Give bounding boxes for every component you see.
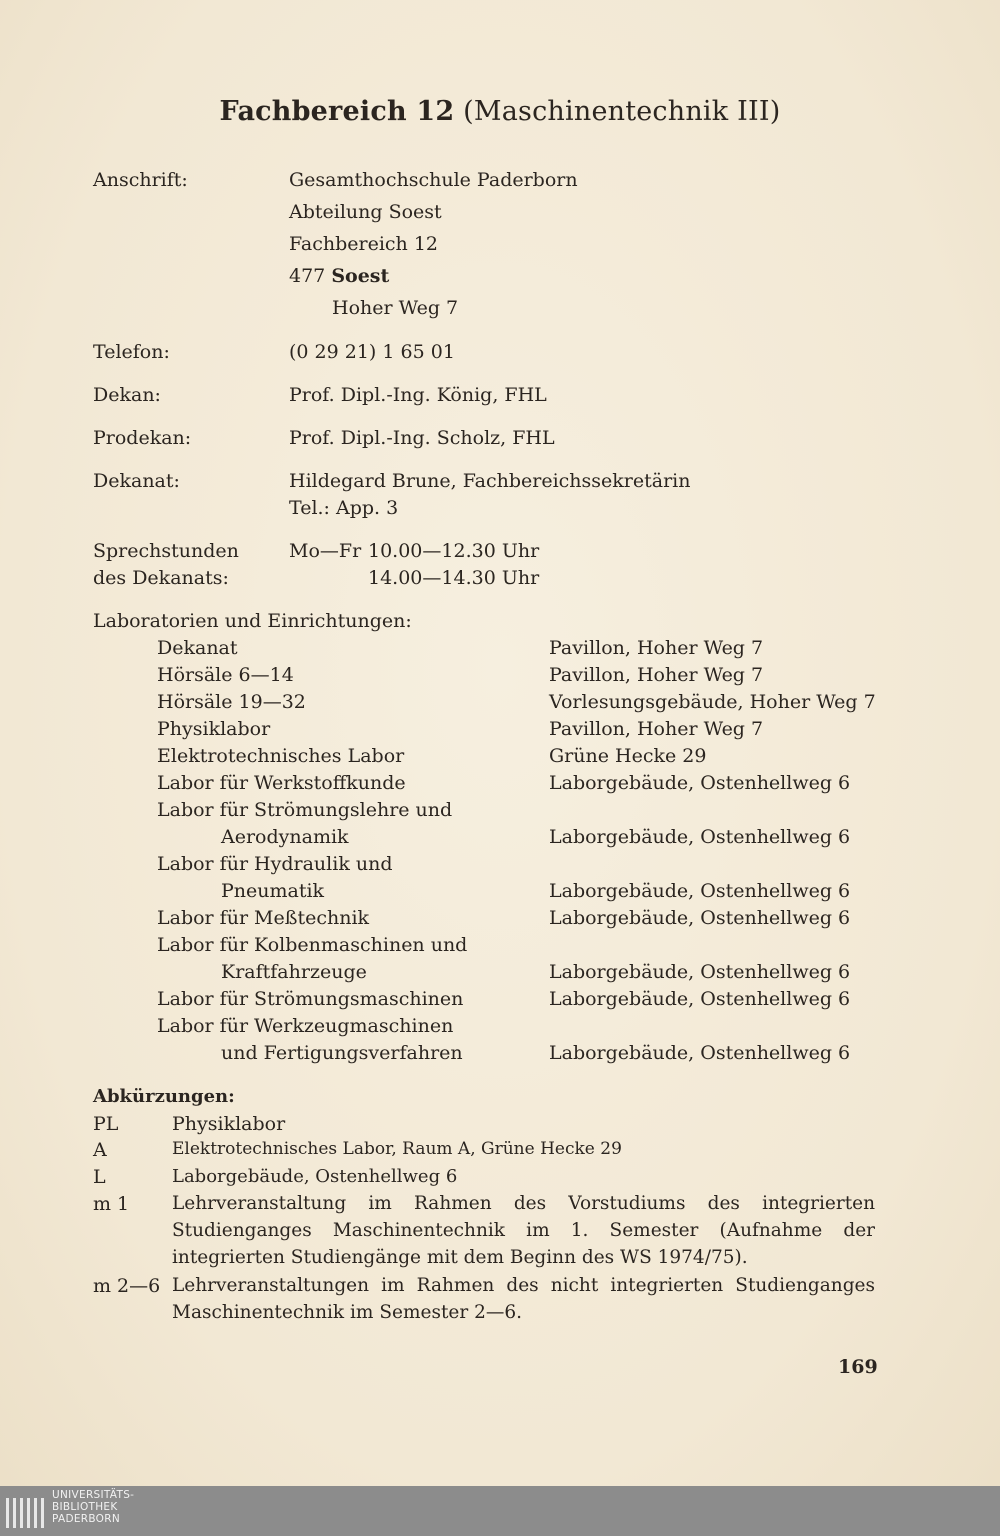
abkuerzungen-heading: Abkürzungen: — [93, 1086, 235, 1107]
lab-name: Labor für Strömungsmaschinen — [157, 988, 464, 1010]
address-postal-line — [289, 267, 389, 286]
labs-heading: Laboratorien und Einrichtungen: — [93, 610, 412, 632]
library-footer — [0, 1486, 1000, 1536]
lab-location: Laborgebäude, Ostenhellweg 6 — [549, 907, 851, 929]
sprechstunden-label: Sprechstunden — [93, 540, 239, 562]
abbreviation-key: L — [93, 1166, 106, 1188]
sprechstunden-time-2: 14.00—14.30 Uhr — [368, 567, 540, 589]
abbreviation-text: Elektrotechnisches Labor, Raum A, Grüne Hecke 29 — [172, 1139, 622, 1159]
lab-location: Laborgebäude, Ostenhellweg 6 — [549, 1042, 851, 1064]
dekanat-label: Dekanat: — [93, 470, 180, 492]
dekanat-value: Hildegard Brune, Fachbereichssekretärin — [289, 470, 691, 492]
logo-line: UNIVERSITÄTS- — [52, 1489, 135, 1501]
sprechstunden-time-1: 10.00—12.30 Uhr — [368, 540, 540, 562]
abbreviation-key: A — [93, 1139, 107, 1161]
lab-location: Laborgebäude, Ostenhellweg 6 — [549, 961, 851, 983]
sprechstunden-days: Mo—Fr — [289, 540, 362, 562]
prodekan-value: Prof. Dipl.-Ing. Scholz, FHL — [289, 427, 555, 449]
abbreviation-text: Lehrveranstaltungen im Rahmen des nicht integrierten Studienganges Maschinentechnik im Semester 2—6. — [172, 1275, 875, 1323]
logo-line: PADERBORN — [52, 1513, 120, 1525]
lab-name: Dekanat — [157, 637, 238, 659]
lab-name: Hörsäle 6—14 — [157, 664, 294, 686]
library-logo-icon — [6, 1498, 44, 1528]
lab-location: Laborgebäude, Ostenhellweg 6 — [549, 988, 851, 1010]
lab-name: Labor für Werkstoffkunde — [157, 772, 406, 794]
dekan-value: Prof. Dipl.-Ing. König, FHL — [289, 384, 547, 406]
library-logo-text — [52, 1489, 134, 1525]
address-line: Gesamthochschule Paderborn — [289, 169, 578, 191]
lab-name: Elektrotechnisches Labor — [157, 745, 405, 767]
lab-name-continued: Kraftfahrzeuge — [221, 961, 367, 983]
lab-location: Pavillon, Hoher Weg 7 — [549, 664, 764, 686]
lab-location: Laborgebäude, Ostenhellweg 6 — [549, 880, 851, 902]
lab-location: Pavillon, Hoher Weg 7 — [549, 637, 764, 659]
abbreviation-key: m 2—6 — [93, 1275, 161, 1297]
dekan-label: Dekan: — [93, 384, 161, 406]
title-suffix: (Maschinentechnik III) — [463, 96, 781, 127]
lab-name: Hörsäle 19—32 — [157, 691, 306, 713]
page-number: 169 — [838, 1356, 878, 1378]
abbreviation-key: m 1 — [93, 1193, 130, 1215]
telefon-label: Telefon: — [93, 341, 170, 363]
telefon-value: (0 29 21) 1 65 01 — [289, 341, 455, 363]
lab-name: Labor für Meßtechnik — [157, 907, 370, 929]
anschrift-label: Anschrift: — [93, 169, 188, 191]
lab-name: Labor für Hydraulik und — [157, 853, 393, 875]
lab-name: Labor für Kolbenmaschinen und — [157, 934, 468, 956]
dekanat-tel: Tel.: App. 3 — [289, 497, 399, 519]
prodekan-label: Prodekan: — [93, 427, 192, 449]
lab-location: Grüne Hecke 29 — [549, 745, 707, 767]
lab-name: Physiklabor — [157, 718, 271, 740]
sprechstunden-label-2: des Dekanats: — [93, 567, 229, 589]
abbreviation-key: PL — [93, 1113, 119, 1135]
lab-location: Laborgebäude, Ostenhellweg 6 — [549, 772, 851, 794]
lab-name-continued: Pneumatik — [221, 880, 325, 902]
page-title — [0, 96, 1000, 127]
abbreviation-text: Physiklabor — [172, 1113, 286, 1135]
abbreviation-text: Laborgebäude, Ostenhellweg 6 — [172, 1166, 458, 1187]
lab-location: Laborgebäude, Ostenhellweg 6 — [549, 826, 851, 848]
city: Soest — [331, 265, 390, 287]
lab-location: Pavillon, Hoher Weg 7 — [549, 718, 764, 740]
address-line: Abteilung Soest — [289, 201, 442, 223]
title-prefix: Fachbereich 12 — [219, 96, 455, 127]
logo-line: BIBLIOTHEK — [52, 1501, 118, 1513]
postal-code: 477 — [289, 265, 326, 287]
lab-name: Labor für Werkzeugmaschinen — [157, 1015, 454, 1037]
address-street: Hoher Weg 7 — [332, 297, 459, 319]
abbreviation-text: Lehrveranstaltung im Rahmen des Vorstudiums des integrierten Studienganges Maschinentechnik im 1. Semester (Aufnahme der integrierten Studiengänge mit dem Beginn des WS 1974/75). — [172, 1193, 875, 1268]
lab-name-continued: Aerodynamik — [221, 826, 349, 848]
address-line: Fachbereich 12 — [289, 233, 439, 255]
lab-name: Labor für Strömungslehre und — [157, 799, 453, 821]
lab-name-continued: und Fertigungsverfahren — [221, 1042, 463, 1064]
lab-location: Vorlesungsgebäude, Hoher Weg 7 — [549, 691, 876, 713]
